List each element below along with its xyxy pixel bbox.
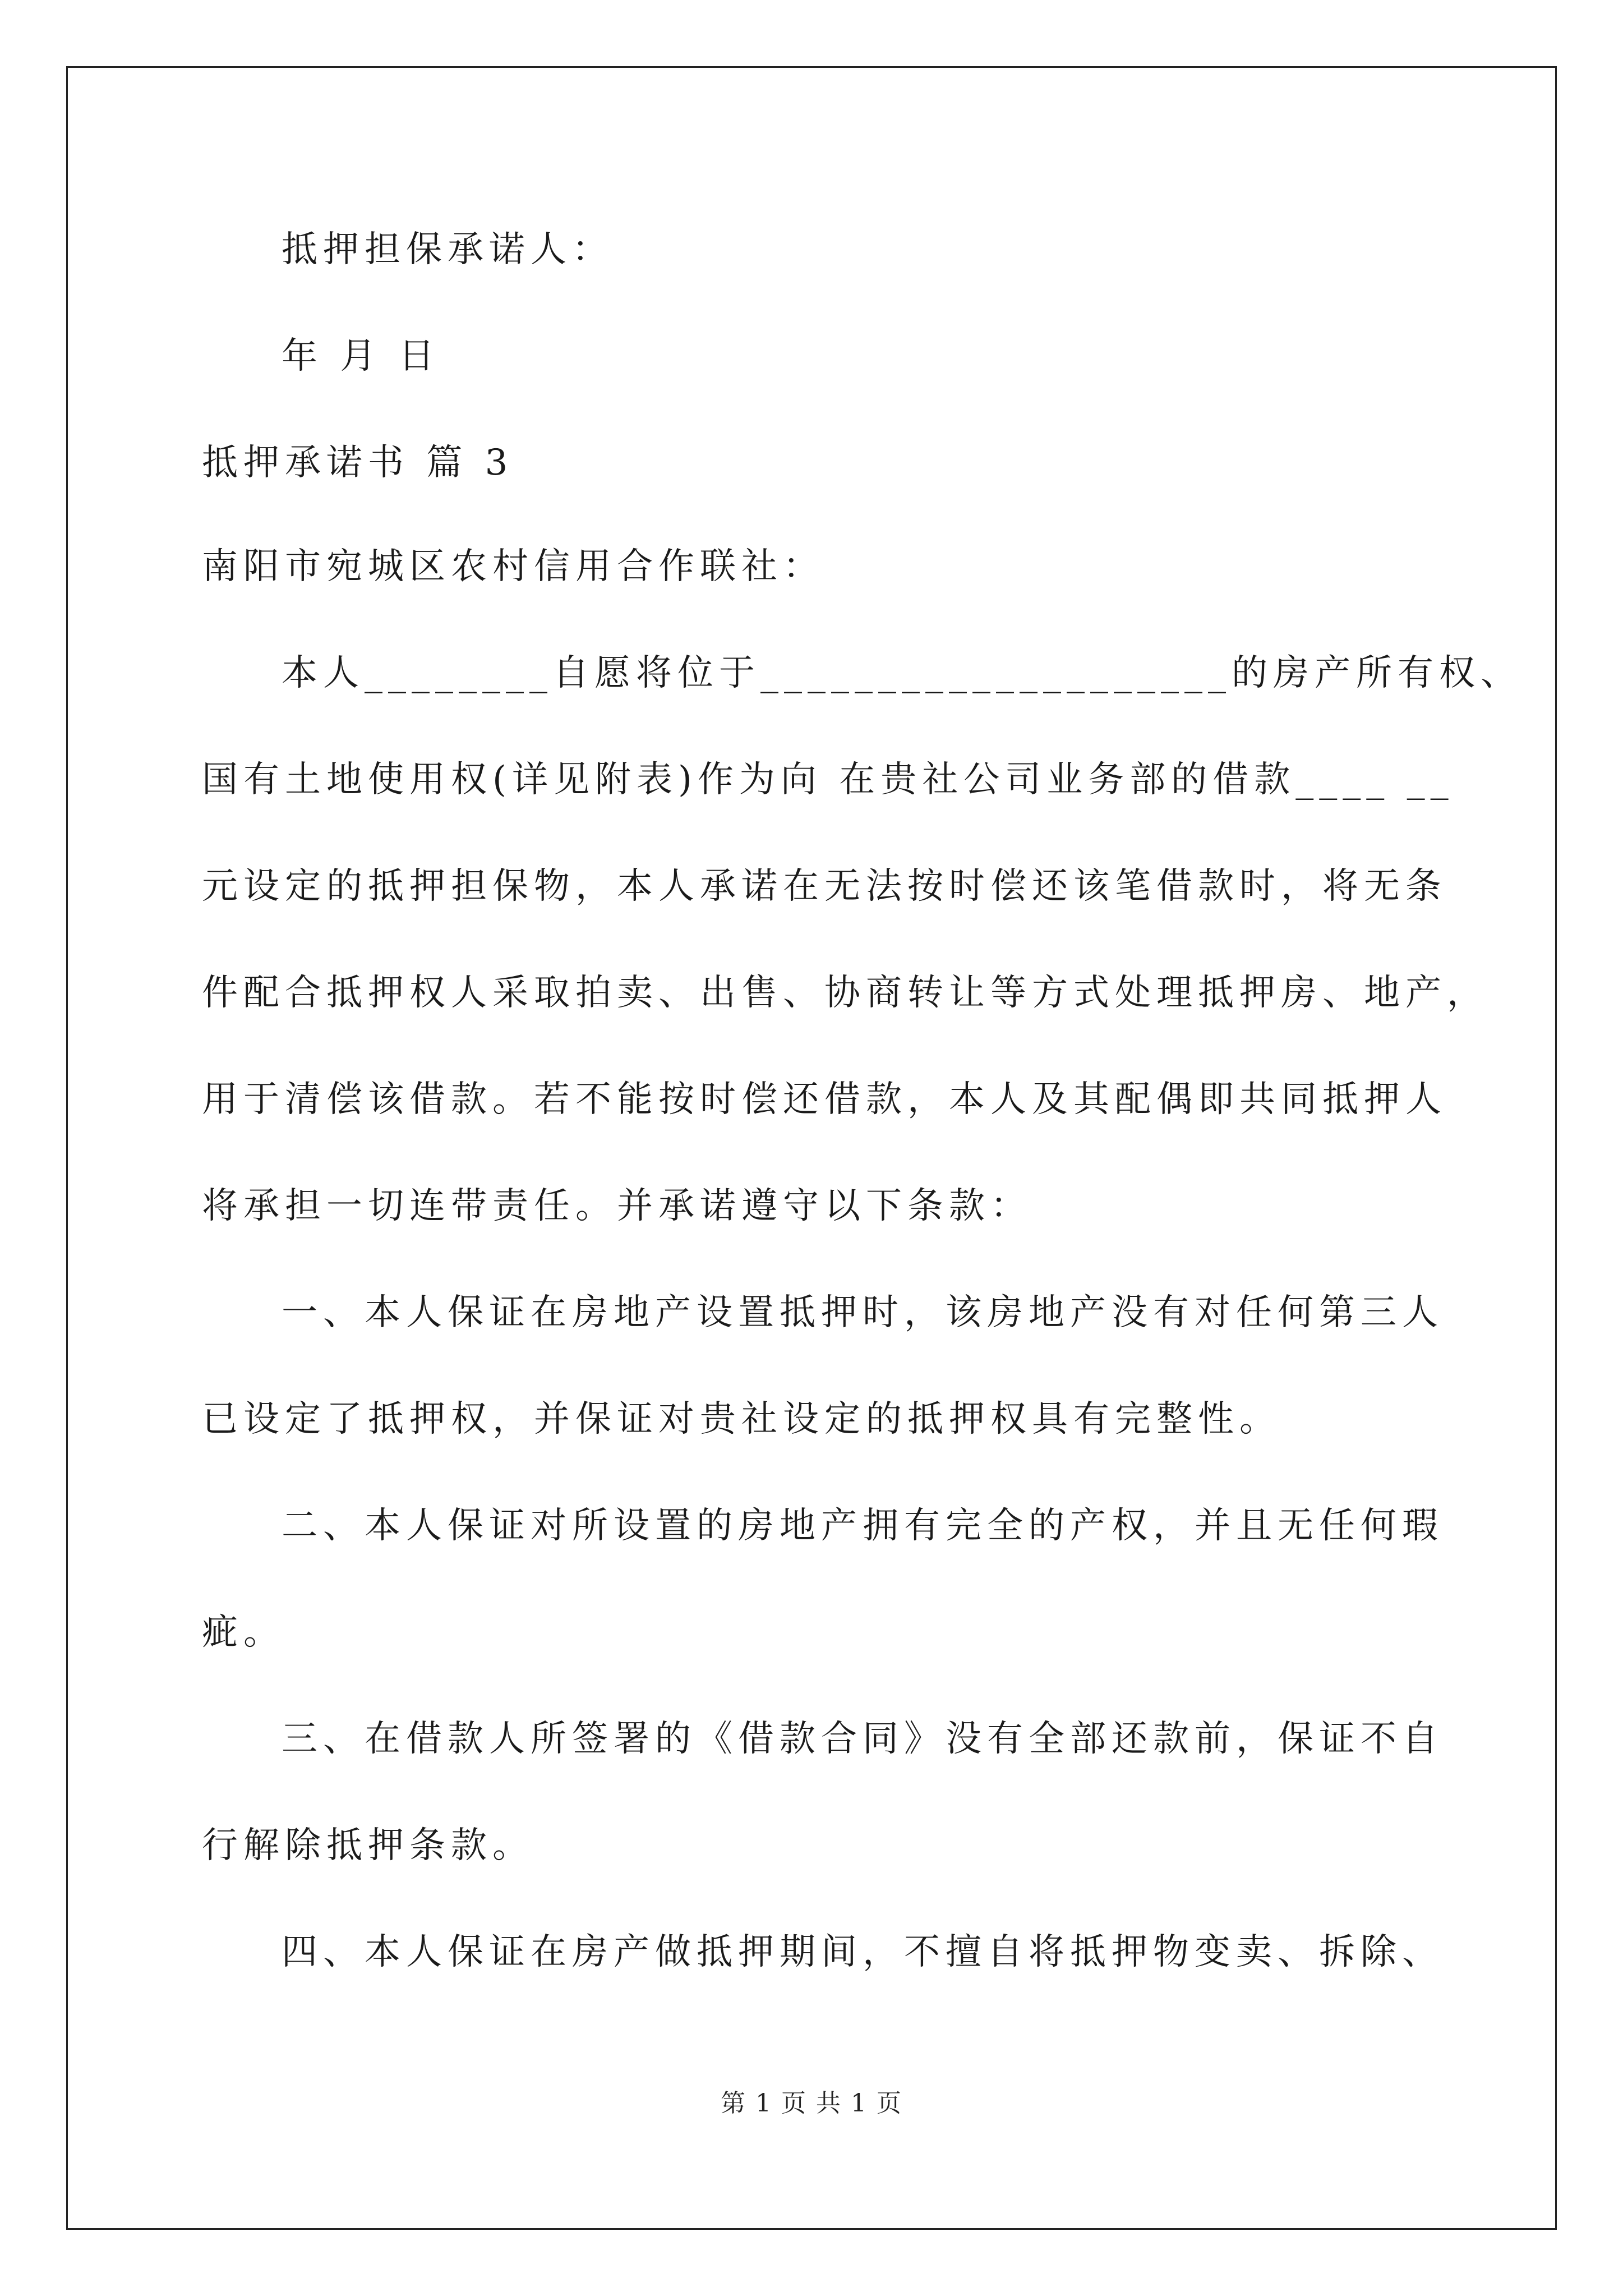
page-frame <box>66 66 1557 2230</box>
text-line-guarantor: 抵押担保承诺人： <box>282 229 614 270</box>
clause-4-line: 四、本人保证在房产做抵押期间，不擅自将抵押物变卖、拆除、 <box>282 1931 1444 1973</box>
clause-2-line: 二、本人保证对所设置的房地产拥有完全的产权，并且无任何瑕 <box>282 1505 1444 1547</box>
page-footer: 第 1 页 共 1 页 <box>721 2089 902 2118</box>
clause-3-line: 行解除抵押条款。 <box>202 1825 534 1866</box>
paragraph-line: 元设定的抵押担保物，本人承诺在无法按时偿还该笔借款时，将无条 <box>202 866 1447 907</box>
clause-3-line: 三、在借款人所签署的《借款合同》没有全部还款前，保证不自 <box>282 1718 1444 1760</box>
clause-1-line: 一、本人保证在房地产设置抵押时，该房地产没有对任何第三人 <box>282 1292 1444 1333</box>
paragraph-line: 将承担一切连带责任。并承诺遵守以下条款： <box>202 1185 1032 1227</box>
text-line-date: 年 月 日 <box>282 335 440 377</box>
addressee-line: 南阳市宛城区农村信用合作联社： <box>202 546 824 587</box>
clause-2-line: 疵。 <box>202 1612 285 1653</box>
paragraph-line: 用于清偿该借款。若不能按时偿还借款，本人及其配偶即共同抵押人 <box>202 1079 1447 1120</box>
section-heading: 抵押承诺书 篇 3 <box>202 442 514 484</box>
paragraph-line: 本人________自愿将位于____________________的房产所有权、 <box>282 652 1522 694</box>
paragraph-line: 件配合抵押权人采取拍卖、出售、协商转让等方式处理抵押房、地产， <box>202 972 1488 1014</box>
paragraph-line: 国有土地使用权(详见附表)作为向 在贵社公司业务部的借款____ __ <box>202 759 1454 800</box>
clause-1-line: 已设定了抵押权，并保证对贵社设定的抵押权具有完整性。 <box>202 1398 1281 1440</box>
